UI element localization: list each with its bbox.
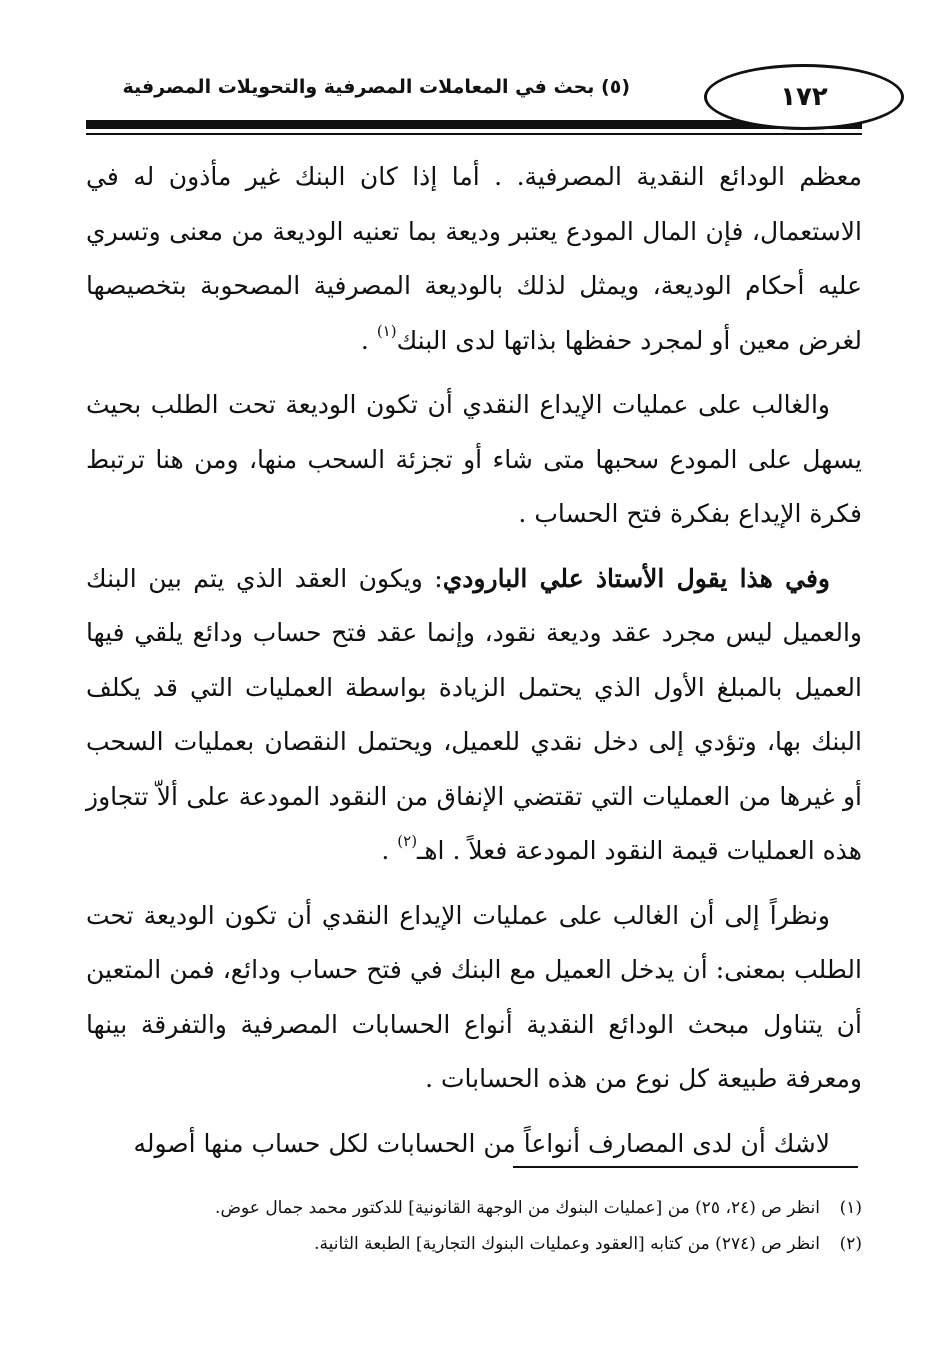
paragraph-text: ونظراً إلى أن الغالب على عمليات الإيداع النقدي أن تكون الوديعة تحت الطلب بمعنى: أن يدخل العميل مع البنك في فتح حساب ودائع، فمن المتعين أن يتناول مبحث الودائع النقدية أنواع الحسابات المصرفية والتفرقة بينها ومعرفة طبيعة كل نوع من هذه الحسابات . [86,900,862,1093]
quote-attribution: وفي هذا يقول الأستاذ علي البارودي [442,563,830,593]
page-header [86,62,862,142]
footnote-number: (٢) [839,1234,862,1254]
paragraph-1 [86,150,862,368]
paragraph-text: : ويكون العقد الذي يتم بين البنك والعميل ليس مجرد عقد وديعة نقود، وإنما عقد فتح حساب ودائع يلقي فيها العميل بالمبلغ الأول الذي يحتمل الزيادة بواسطة العمليات التي قد يكلف البنك بها، وتؤدي إلى دخل نقدي للعميل، ويحتمل النقصان بعمليات السحب أو غيرها من العمليات التي تقتضي الإنفاق من النقود المودعة على ألاّ تتجاوز هذه العمليات قيمة النقود المودعة فعلاً . اهـ [86,563,862,865]
footnote-reference: (٢) [397,832,418,850]
page-number-oval [704,64,904,130]
footnote-reference: (١) [376,321,397,340]
page-number: ١٧٢ [780,82,828,112]
footnote-text: انظر ص (٢٧٤) من كتابه [العقود وعمليات البنوك التجارية] الطبعة الثانية. [314,1234,820,1254]
paragraph-text: معظم الودائع النقدية المصرفية. . أما إذا كان البنك غير مأذون له في الاستعمال، فإن المال المودع يعتبر وديعة بما تعنيه الوديعة من معنى وتسري عليه أحكام الوديعة، ويمثل لذلك بالوديعة المصرفية المصحوبة بتخصيصها لغرض معين أو لمجرد حفظها بذاتها لدى البنك [86,162,862,355]
paragraph-text: والغالب على عمليات الإيداع النقدي أن تكون الوديعة تحت الطلب بحيث يسهل على المودع سحبها متى شاء أو تجزئة السحب منها، ومن هنا ترتبط فكرة الإيداع بفكرة فتح الحساب . [86,390,862,528]
running-title: (٥) بحث في المعاملات المصرفية والتحويلات المصرفية [122,76,630,98]
paragraph-4 [86,889,862,1107]
footnote-number: (١) [839,1198,862,1218]
footnote-text: انظر ص (٢٤، ٢٥) من [عمليات البنوك من الوجهة القانونية] للدكتور محمد جمال عوض. [215,1198,820,1218]
paragraph-2 [86,378,862,542]
footnote-2 [86,1226,862,1262]
footnotes [86,1190,862,1262]
paragraph-end: . [381,836,398,865]
paragraph-text: لاشك أن لدى المصارف أنواعاً من الحسابات لكل حساب منها أصوله [133,1128,830,1158]
paragraph-end: . [360,325,377,355]
header-rule-thin [86,133,862,135]
footnote-separator [513,1166,858,1168]
paragraph-5 [86,1117,862,1172]
footnote-1 [86,1190,862,1226]
paragraph-3 [86,552,862,879]
main-text [86,150,862,1181]
